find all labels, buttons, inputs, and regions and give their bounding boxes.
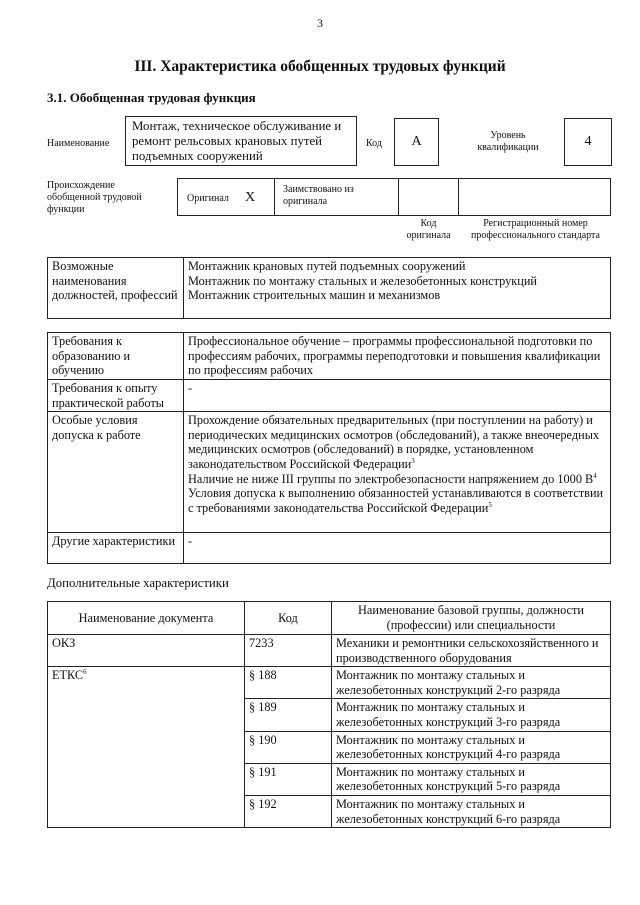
admission-text-2: Наличие не ниже III группы по электробезопасности напряжением до 1000 В <box>188 471 594 486</box>
etks-doc: ЕТКС <box>52 668 84 683</box>
origin-reg-cell <box>458 178 611 216</box>
origin-reg-caption: Регистрационный номер профессионального стандарта <box>471 218 600 241</box>
footnote-ref: 5 <box>488 500 492 509</box>
level-value: 4 <box>564 118 612 166</box>
original-label: Оригинал <box>187 193 229 204</box>
position-line: Монтажник строительных машин и механизмов <box>188 288 441 303</box>
level-label: Уровень квалификации <box>477 130 539 153</box>
admission-text-3: Условия допуска к выполнению обязанностей устанавливаются в соответствии с требованиями законодательства Российской Федерации <box>188 486 604 515</box>
requirements-table <box>47 332 611 564</box>
origin-label: Происхождение обобщенной трудовой функции <box>47 180 142 215</box>
table-row <box>48 667 611 699</box>
name-cell: Монтажник по монтажу стальных и железобетонных конструкций 4-го разряда <box>332 731 611 763</box>
admission-label: Особые условия допуска к работе <box>48 412 184 533</box>
page-number: 3 <box>317 16 323 30</box>
origin-code-caption: Код оригинала <box>406 218 451 241</box>
name-cell: Монтажник по монтажу стальных и железобетонных конструкций 6-го разряда <box>332 795 611 827</box>
col-header-name: Наименование базовой группы, должности (профессии) или специальности <box>332 602 611 635</box>
borrowed-label: Заимствовано из оригинала <box>283 184 354 207</box>
name-cell: Монтажник по монтажу стальных и железобетонных конструкций 3-го разряда <box>332 699 611 731</box>
original-mark: X <box>245 190 256 205</box>
code-cell: § 190 <box>245 731 332 763</box>
subsection-title: 3.1. Обобщенная трудовая функция <box>47 90 256 105</box>
origin-code-cell <box>398 178 459 216</box>
code-cell: 7233 <box>245 635 332 667</box>
education-value: Профессиональное обучение – программы профессиональной подготовки по профессиям рабочих, программы переподготовки и повышения квалификации по профессиям рабочих <box>184 333 611 380</box>
additional-title: Дополнительные характеристики <box>47 576 229 590</box>
footnote-ref: 6 <box>83 668 87 677</box>
name-cell: Монтажник по монтажу стальных и железобетонных конструкций 2-го разряда <box>332 667 611 699</box>
borrowed-cell <box>274 178 399 216</box>
code-value: A <box>394 118 439 166</box>
col-header-doc: Наименование документа <box>48 602 245 635</box>
education-label: Требования к образованию и обучению <box>48 333 184 380</box>
footnote-ref: 3 <box>411 456 415 465</box>
code-cell: § 188 <box>245 667 332 699</box>
name-cell: Механики и ремонтники сельскохозяйственного и производственного оборудования <box>332 635 611 667</box>
positions-value <box>184 258 611 319</box>
experience-label: Требования к опыту практической работы <box>48 380 184 412</box>
experience-value: - <box>184 380 611 412</box>
code-cell: § 191 <box>245 763 332 795</box>
original-cell <box>177 178 275 216</box>
position-line: Монтажник по монтажу стальных и железобетонных конструкций <box>188 273 538 288</box>
positions-table <box>47 257 611 319</box>
position-line: Монтажник крановых путей подъемных сооружений <box>188 259 466 273</box>
positions-label: Возможные наименования должностей, профессий <box>48 258 184 319</box>
admission-text-1: Прохождение обязательных предварительных (при поступлении на работу) и периодических медицинских осмотров (обследований), а также внеочередных медицинских осмотров (обследований) в порядке, установленном законодательством Российской Федерации <box>188 413 600 471</box>
doc-cell <box>48 667 245 828</box>
code-cell: § 189 <box>245 699 332 731</box>
col-header-code: Код <box>245 602 332 635</box>
doc-cell: ОКЗ <box>48 635 245 667</box>
name-value: Монтаж, техническое обслуживание и ремонт рельсовых крановых путей подъемных сооружений <box>125 116 357 166</box>
code-cell: § 192 <box>245 795 332 827</box>
name-label: Наименование <box>47 138 110 149</box>
name-cell: Монтажник по монтажу стальных и железобетонных конструкций 5-го разряда <box>332 763 611 795</box>
other-label: Другие характеристики <box>48 533 184 564</box>
section-title: III. Характеристика обобщенных трудовых функций <box>134 58 506 75</box>
admission-value <box>184 412 611 533</box>
other-value: - <box>184 533 611 564</box>
table-row <box>48 635 611 667</box>
code-label: Код <box>366 138 382 149</box>
footnote-ref: 4 <box>593 471 597 480</box>
additional-table <box>47 601 611 828</box>
